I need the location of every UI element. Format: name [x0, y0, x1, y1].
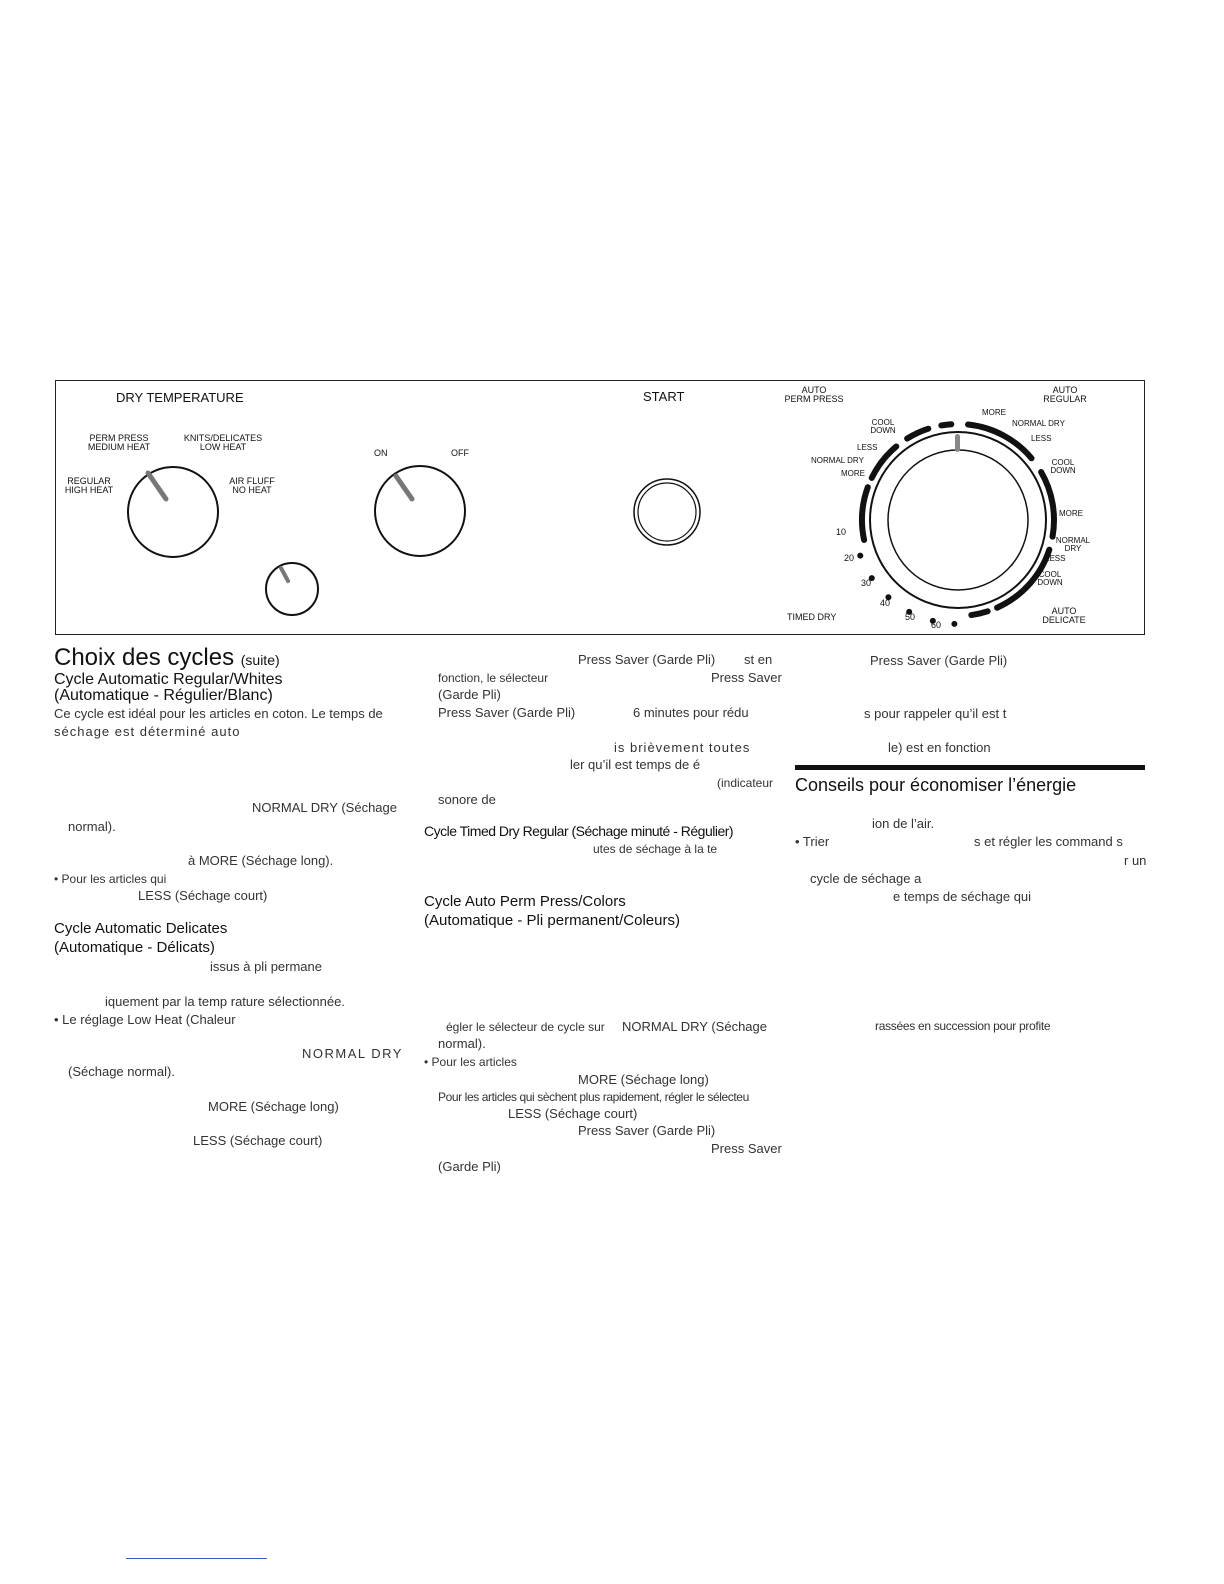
- knits-line1: KNITS/DELICATES: [183, 433, 263, 443]
- col1-text: NORMAL DRY (Séchage: [252, 800, 397, 815]
- col3-bullet: • Trier: [795, 834, 830, 849]
- col2-text: st en: [744, 652, 773, 667]
- auto-perm-press-label: [778, 386, 850, 404]
- normal-dry-label-delicate: [1052, 537, 1094, 553]
- dry-temperature-knob-pointer: [148, 473, 166, 499]
- less-label-right: LESS: [1031, 434, 1052, 443]
- cycle-perm-press-heading-1: Cycle Auto Perm Press/Colors: [424, 893, 626, 910]
- cycle-timed-dry-heading: Cycle Timed Dry Regular (Séchage minuté - Régulier): [424, 823, 734, 839]
- minute-50: 50: [905, 612, 916, 622]
- less-label-delicate: LESS: [1045, 554, 1066, 563]
- col1-text: à MORE (Séchage long).: [188, 853, 334, 868]
- cycle-perm-press-heading-2: (Automatique - Pli permanent/Coleurs): [424, 912, 680, 929]
- cycle-dial-dot: [857, 553, 863, 559]
- dry-temperature-knob: [128, 467, 218, 557]
- cool-right-line2: DOWN: [1050, 466, 1076, 475]
- auto-delicate-label: [1034, 607, 1094, 625]
- col3-text: e temps de séchage qui: [893, 889, 1032, 904]
- cool-delicate-line2: DOWN: [1037, 578, 1063, 587]
- auto-regular-label: [1034, 386, 1096, 404]
- start-label: START: [643, 389, 685, 404]
- heading-suffix: (suite): [240, 652, 280, 668]
- knits-delicates-label: [178, 434, 268, 452]
- dry-line: DRY: [1064, 544, 1082, 553]
- less-label-left: LESS: [857, 443, 878, 452]
- cycle-delicates-heading-1: Cycle Automatic Delicates: [54, 920, 228, 937]
- col2-text: Press Saver: [711, 670, 782, 685]
- col1-text: normal).: [68, 819, 116, 834]
- col2-text: LESS (Séchage court): [508, 1106, 638, 1121]
- control-panel-drawing: [56, 381, 1146, 636]
- regular-high-heat-label: [58, 477, 120, 495]
- col3-text: Press Saver (Garde Pli): [870, 653, 1008, 668]
- col3-text: r un: [1124, 853, 1147, 868]
- col1-text: issus à pli permane: [210, 959, 322, 974]
- regular-line1: REGULAR: [67, 476, 111, 486]
- col1-bullet: • Pour les articles qui: [54, 872, 167, 886]
- col2-text: NORMAL DRY (Séchage: [622, 1019, 767, 1034]
- auto-perm-line2: PERM PRESS: [784, 394, 844, 404]
- col2-text: (Garde Pli): [438, 1159, 501, 1174]
- minute-30: 30: [861, 578, 872, 588]
- col1-text: MORE (Séchage long): [208, 1099, 339, 1114]
- cool-left-line1: COOL: [871, 418, 895, 427]
- minute-40: 40: [880, 598, 891, 608]
- cycle-dial-outer: [870, 432, 1046, 608]
- cycle-regular-heading-2: (Automatique - Régulier/Blanc): [54, 687, 273, 704]
- footer-link-underline: [126, 1558, 267, 1559]
- col1-text: séchage est déterminé auto: [54, 724, 241, 739]
- col2-text: fonction, le sélecteur: [438, 671, 549, 685]
- perm-press-line2: MEDIUM HEAT: [87, 442, 151, 452]
- cycle-regular-heading-1: Cycle Automatic Regular/Whites: [54, 671, 283, 688]
- cool-left-line2: DOWN: [870, 426, 896, 435]
- cycle-delicates-heading-2: (Automatique - Délicats): [54, 939, 215, 956]
- col2-text: MORE (Séchage long): [578, 1072, 709, 1087]
- minute-10: 10: [836, 527, 847, 537]
- heading-text: Choix des cycles: [54, 644, 235, 671]
- normal-line: NORMAL: [1055, 536, 1091, 545]
- col2-text: (indicateur: [717, 776, 774, 790]
- section-heading: [54, 645, 280, 673]
- col1-text: Ce cycle est idéal pour les articles en coton. Le temps de: [54, 706, 383, 721]
- start-button-inner: [638, 483, 696, 541]
- start-button-outer: [634, 479, 700, 545]
- perm-press-line1: PERM PRESS: [89, 433, 149, 443]
- more-label-delicate: MORE: [1059, 509, 1083, 518]
- col3-text: s pour rappeler qu’il est t: [864, 706, 1007, 721]
- col2-text: sonore de: [438, 792, 496, 807]
- energy-tips-heading: Conseils pour économiser l’énergie: [795, 775, 1077, 795]
- small-knob-pointer: [281, 568, 288, 581]
- col2-text: 6 minutes pour rédu: [633, 705, 749, 720]
- col2-text: égler le sélecteur de cycle sur: [446, 1020, 605, 1034]
- cool-right-line1: COOL: [1051, 458, 1075, 467]
- cycle-dial-inner: [888, 450, 1028, 590]
- knits-line2: LOW HEAT: [199, 442, 247, 452]
- col2-text: is brièvement toutes: [614, 740, 751, 755]
- cycle-dial-arc: [941, 424, 951, 425]
- normal-dry-label-right: NORMAL DRY: [1012, 419, 1065, 428]
- on-off-knob: [375, 466, 465, 556]
- section-divider: [795, 765, 1145, 770]
- more-label-top: MORE: [982, 408, 1006, 417]
- col3-text: le) est en fonction: [888, 740, 991, 755]
- cycle-dial-arc: [1041, 472, 1054, 537]
- cycle-dial-pointer: [955, 434, 960, 452]
- small-knob: [266, 563, 318, 615]
- col2-bullet: • Pour les articles: [424, 1055, 517, 1069]
- auto-perm-line1: AUTO: [801, 385, 827, 395]
- col2-text: (Garde Pli): [438, 687, 501, 702]
- col3-text: ion de l’air.: [872, 816, 935, 831]
- col3-text: cycle de séchage a: [810, 871, 922, 886]
- cool-down-label-delicate: [1032, 571, 1068, 587]
- col2-text: Pour les articles qui sèchent plus rapidement, régler le sélecteu: [438, 1090, 749, 1104]
- off-label: OFF: [451, 448, 469, 458]
- cool-down-label-right: [1046, 459, 1080, 475]
- col2-text: Press Saver (Garde Pli): [438, 705, 576, 720]
- airfluff-line1: AIR FLUFF: [229, 476, 275, 486]
- cycle-dial-arc: [907, 429, 928, 439]
- col2-text: Press Saver (Garde Pli): [578, 652, 716, 667]
- on-label: ON: [374, 448, 388, 458]
- auto-delicate-line2: DELICATE: [1042, 615, 1086, 625]
- minute-20: 20: [844, 553, 855, 563]
- dryer-control-panel: [55, 380, 1145, 635]
- col1-text: LESS (Séchage court): [193, 1133, 323, 1148]
- dry-temperature-title: DRY TEMPERATURE: [116, 390, 244, 405]
- col3-text: rassées en succession pour profite: [875, 1019, 1051, 1033]
- col2-text: Press Saver: [711, 1141, 782, 1156]
- auto-delicate-line1: AUTO: [1051, 606, 1077, 616]
- auto-regular-line1: AUTO: [1052, 385, 1078, 395]
- col1-text: NORMAL DRY: [302, 1046, 403, 1061]
- minute-60: 60: [931, 620, 942, 630]
- col2-text: ler qu’il est temps de é: [570, 757, 701, 772]
- col1-text: (Séchage normal).: [68, 1064, 175, 1079]
- on-off-knob-pointer: [396, 476, 412, 499]
- cycle-dial-arcs: [862, 424, 1054, 615]
- col1-text: iquement par la temp rature sélectionnée.: [105, 994, 345, 1009]
- air-fluff-label: [222, 477, 282, 495]
- col1-bullet: • Le réglage Low Heat (Chaleur: [54, 1012, 236, 1027]
- timed-dry-label: TIMED DRY: [787, 612, 837, 622]
- airfluff-line2: NO HEAT: [232, 485, 272, 495]
- col2-text: utes de séchage à la te: [593, 842, 718, 856]
- normal-dry-label-left: NORMAL DRY: [811, 456, 864, 465]
- col1-text: LESS (Séchage court): [138, 888, 268, 903]
- col2-text: Press Saver (Garde Pli): [578, 1123, 716, 1138]
- regular-line2: HIGH HEAT: [64, 485, 114, 495]
- cycle-dial-dot: [951, 621, 957, 627]
- cycle-dial-arc: [862, 487, 868, 540]
- col3-text: s et régler les command s: [974, 834, 1123, 849]
- perm-press-label: [84, 434, 154, 452]
- cool-delicate-line1: COOL: [1038, 570, 1062, 579]
- cycle-dial-arc: [971, 611, 987, 615]
- auto-regular-line2: REGULAR: [1043, 394, 1087, 404]
- col2-text: normal).: [438, 1036, 486, 1051]
- cool-down-label-left: [864, 419, 902, 435]
- more-label-left: MORE: [841, 469, 865, 478]
